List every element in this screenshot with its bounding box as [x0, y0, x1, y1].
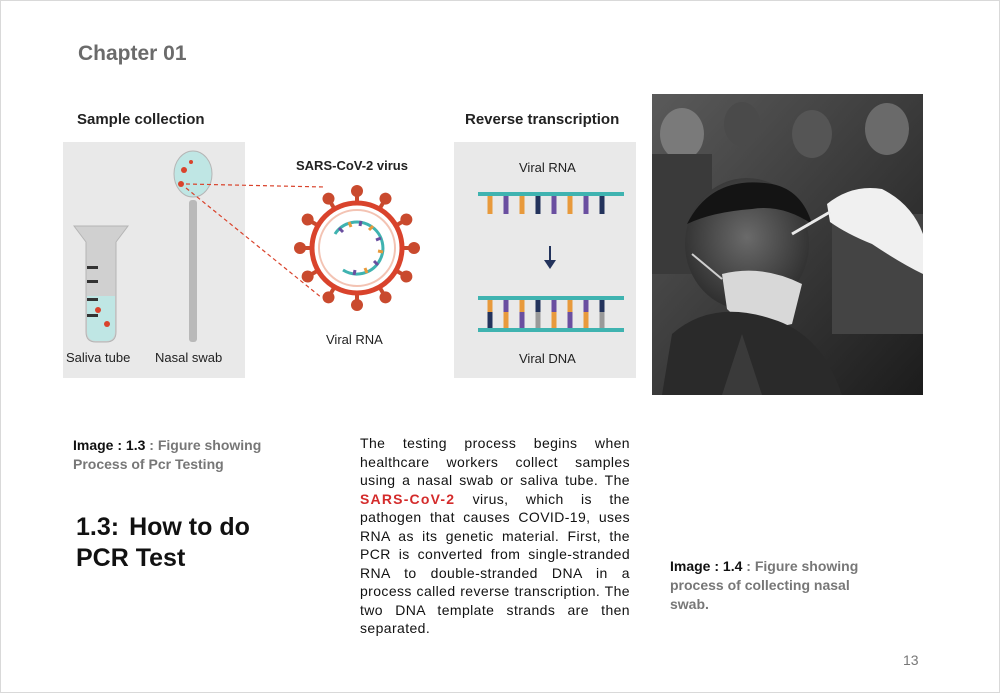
- nasal-swab-photo: [652, 94, 923, 395]
- caption-label: Image : 1.4: [670, 558, 743, 574]
- caption-image-1-4: Image : 1.4 : Figure showing process of collecting nasal swab.: [670, 558, 859, 612]
- saliva-tube-icon: [74, 226, 128, 342]
- rt-rna-label: Viral RNA: [519, 160, 576, 175]
- caption-image-1-3: Image : 1.3 : Figure showing Process of Pcr Testing: [73, 437, 262, 472]
- section-number: 1.3:: [76, 513, 120, 541]
- body-part-1: The testing process begins when healthcare workers collect samples using a nasal swab or saliva tube. The: [360, 435, 630, 488]
- caption-text: Figure showing Process of Pcr Testing: [73, 437, 262, 472]
- caption-text: Figure showing process of collecting nasal swab.: [670, 558, 859, 612]
- nasal-swab-label: Nasal swab: [155, 350, 223, 365]
- page-number: 13: [903, 652, 919, 668]
- virus-icon: [294, 185, 420, 311]
- chapter-title: Chapter 01: [78, 42, 187, 65]
- dna-strand-icon: [478, 296, 624, 332]
- viral-rna-label: Viral RNA: [326, 332, 383, 347]
- nasal-swab-icon: [174, 151, 212, 342]
- arrow-down-icon: [544, 246, 556, 269]
- sample-collection-title: Sample collection: [77, 111, 205, 128]
- rna-strand-icon: [478, 192, 624, 214]
- section-title-b: PCR Test: [76, 544, 186, 572]
- body-part-2: virus, which is the pathogen that causes COVID-19, uses RNA as its genetic material. First, the PCR is converted from single-stranded RNA to double-stranded DNA in a process called reverse transcription. The two DNA template strands are then separated.: [360, 490, 630, 636]
- pcr-process-figure: [60, 100, 650, 390]
- caption-label: Image : 1.3: [73, 437, 146, 453]
- saliva-tube-label: Saliva tube: [66, 350, 131, 365]
- section-title-a: How to do: [129, 513, 250, 541]
- body-paragraph: [360, 434, 630, 638]
- section-heading: [76, 512, 250, 574]
- rt-dna-label: Viral DNA: [519, 351, 576, 366]
- virus-label: SARS-CoV-2 virus: [296, 158, 408, 173]
- highlighted-term: SARS-CoV-2: [360, 490, 456, 507]
- reverse-transcription-title: Reverse transcription: [465, 111, 620, 128]
- photo-illustration: [652, 94, 923, 395]
